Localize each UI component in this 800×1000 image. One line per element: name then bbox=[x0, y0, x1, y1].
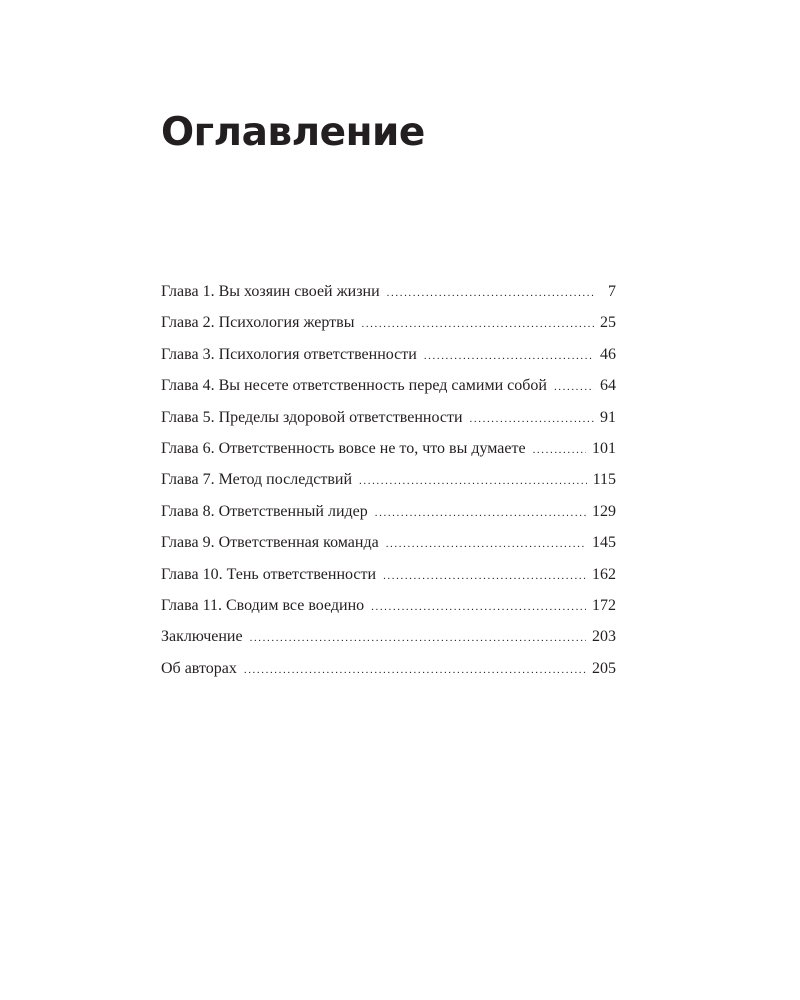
toc-entry-page: 205 bbox=[592, 659, 616, 677]
table-of-contents bbox=[161, 283, 616, 691]
toc-entry bbox=[161, 440, 616, 471]
toc-entry-page: 129 bbox=[592, 502, 616, 520]
toc-entry bbox=[161, 534, 616, 565]
toc-entry-label: Глава 6. Ответственность вовсе не то, что вы думаете bbox=[161, 439, 526, 457]
toc-entry-page: 25 bbox=[600, 314, 616, 332]
dot-leader bbox=[371, 601, 586, 613]
toc-entry bbox=[161, 409, 616, 440]
toc-entry bbox=[161, 503, 616, 534]
toc-entry-label: Глава 7. Метод последствий bbox=[161, 471, 353, 489]
toc-entry bbox=[161, 346, 616, 377]
dot-leader bbox=[359, 475, 587, 487]
toc-entry-page: 7 bbox=[608, 283, 616, 300]
dot-leader bbox=[361, 318, 594, 330]
toc-entry-page: 46 bbox=[600, 345, 616, 363]
dot-leader bbox=[386, 538, 586, 550]
toc-entry-label: Глава 4. Вы несете ответственность перед самими собой bbox=[161, 377, 547, 395]
dot-leader bbox=[387, 287, 594, 299]
toc-entry-label: Глава 5. Пределы здоровой ответственности bbox=[161, 408, 463, 426]
dot-leader bbox=[383, 570, 586, 582]
toc-entry-page: 115 bbox=[592, 471, 616, 489]
dot-leader bbox=[424, 350, 594, 362]
toc-entry-label: Глава 1. Вы хозяин своей жизни bbox=[161, 283, 380, 300]
toc-entry-page: 91 bbox=[600, 408, 616, 426]
dot-leader bbox=[554, 381, 594, 393]
toc-entry bbox=[161, 314, 616, 345]
toc-entry-page: 172 bbox=[592, 596, 616, 614]
dot-leader bbox=[250, 632, 586, 644]
dot-leader bbox=[533, 444, 586, 456]
toc-entry-label: Глава 10. Тень ответственности bbox=[161, 565, 377, 583]
toc-entry-label: Глава 2. Психология жертвы bbox=[161, 314, 355, 332]
toc-entry-page: 145 bbox=[592, 534, 616, 552]
toc-entry-page: 162 bbox=[592, 565, 616, 583]
toc-entry bbox=[161, 597, 616, 628]
toc-entry bbox=[161, 377, 616, 408]
toc-entry-page: 203 bbox=[592, 628, 616, 646]
toc-entry bbox=[161, 283, 616, 314]
page-title: Оглавление bbox=[161, 110, 425, 155]
toc-entry-label: Заключение bbox=[161, 628, 243, 646]
toc-entry-label: Глава 3. Психология ответственности bbox=[161, 345, 417, 363]
toc-entry bbox=[161, 566, 616, 597]
toc-entry-page: 64 bbox=[600, 377, 616, 395]
toc-entry-label: Глава 9. Ответственная команда bbox=[161, 534, 379, 552]
toc-entry bbox=[161, 471, 616, 502]
dot-leader bbox=[375, 507, 586, 519]
toc-entry-label: Глава 11. Сводим все воедино bbox=[161, 596, 365, 614]
toc-entry bbox=[161, 660, 616, 691]
dot-leader bbox=[244, 664, 586, 676]
dot-leader bbox=[470, 413, 594, 425]
toc-entry bbox=[161, 628, 616, 659]
toc-entry-label: Глава 8. Ответственный лидер bbox=[161, 502, 368, 520]
toc-entry-page: 101 bbox=[592, 439, 616, 457]
toc-entry-label: Об авторах bbox=[161, 659, 237, 677]
